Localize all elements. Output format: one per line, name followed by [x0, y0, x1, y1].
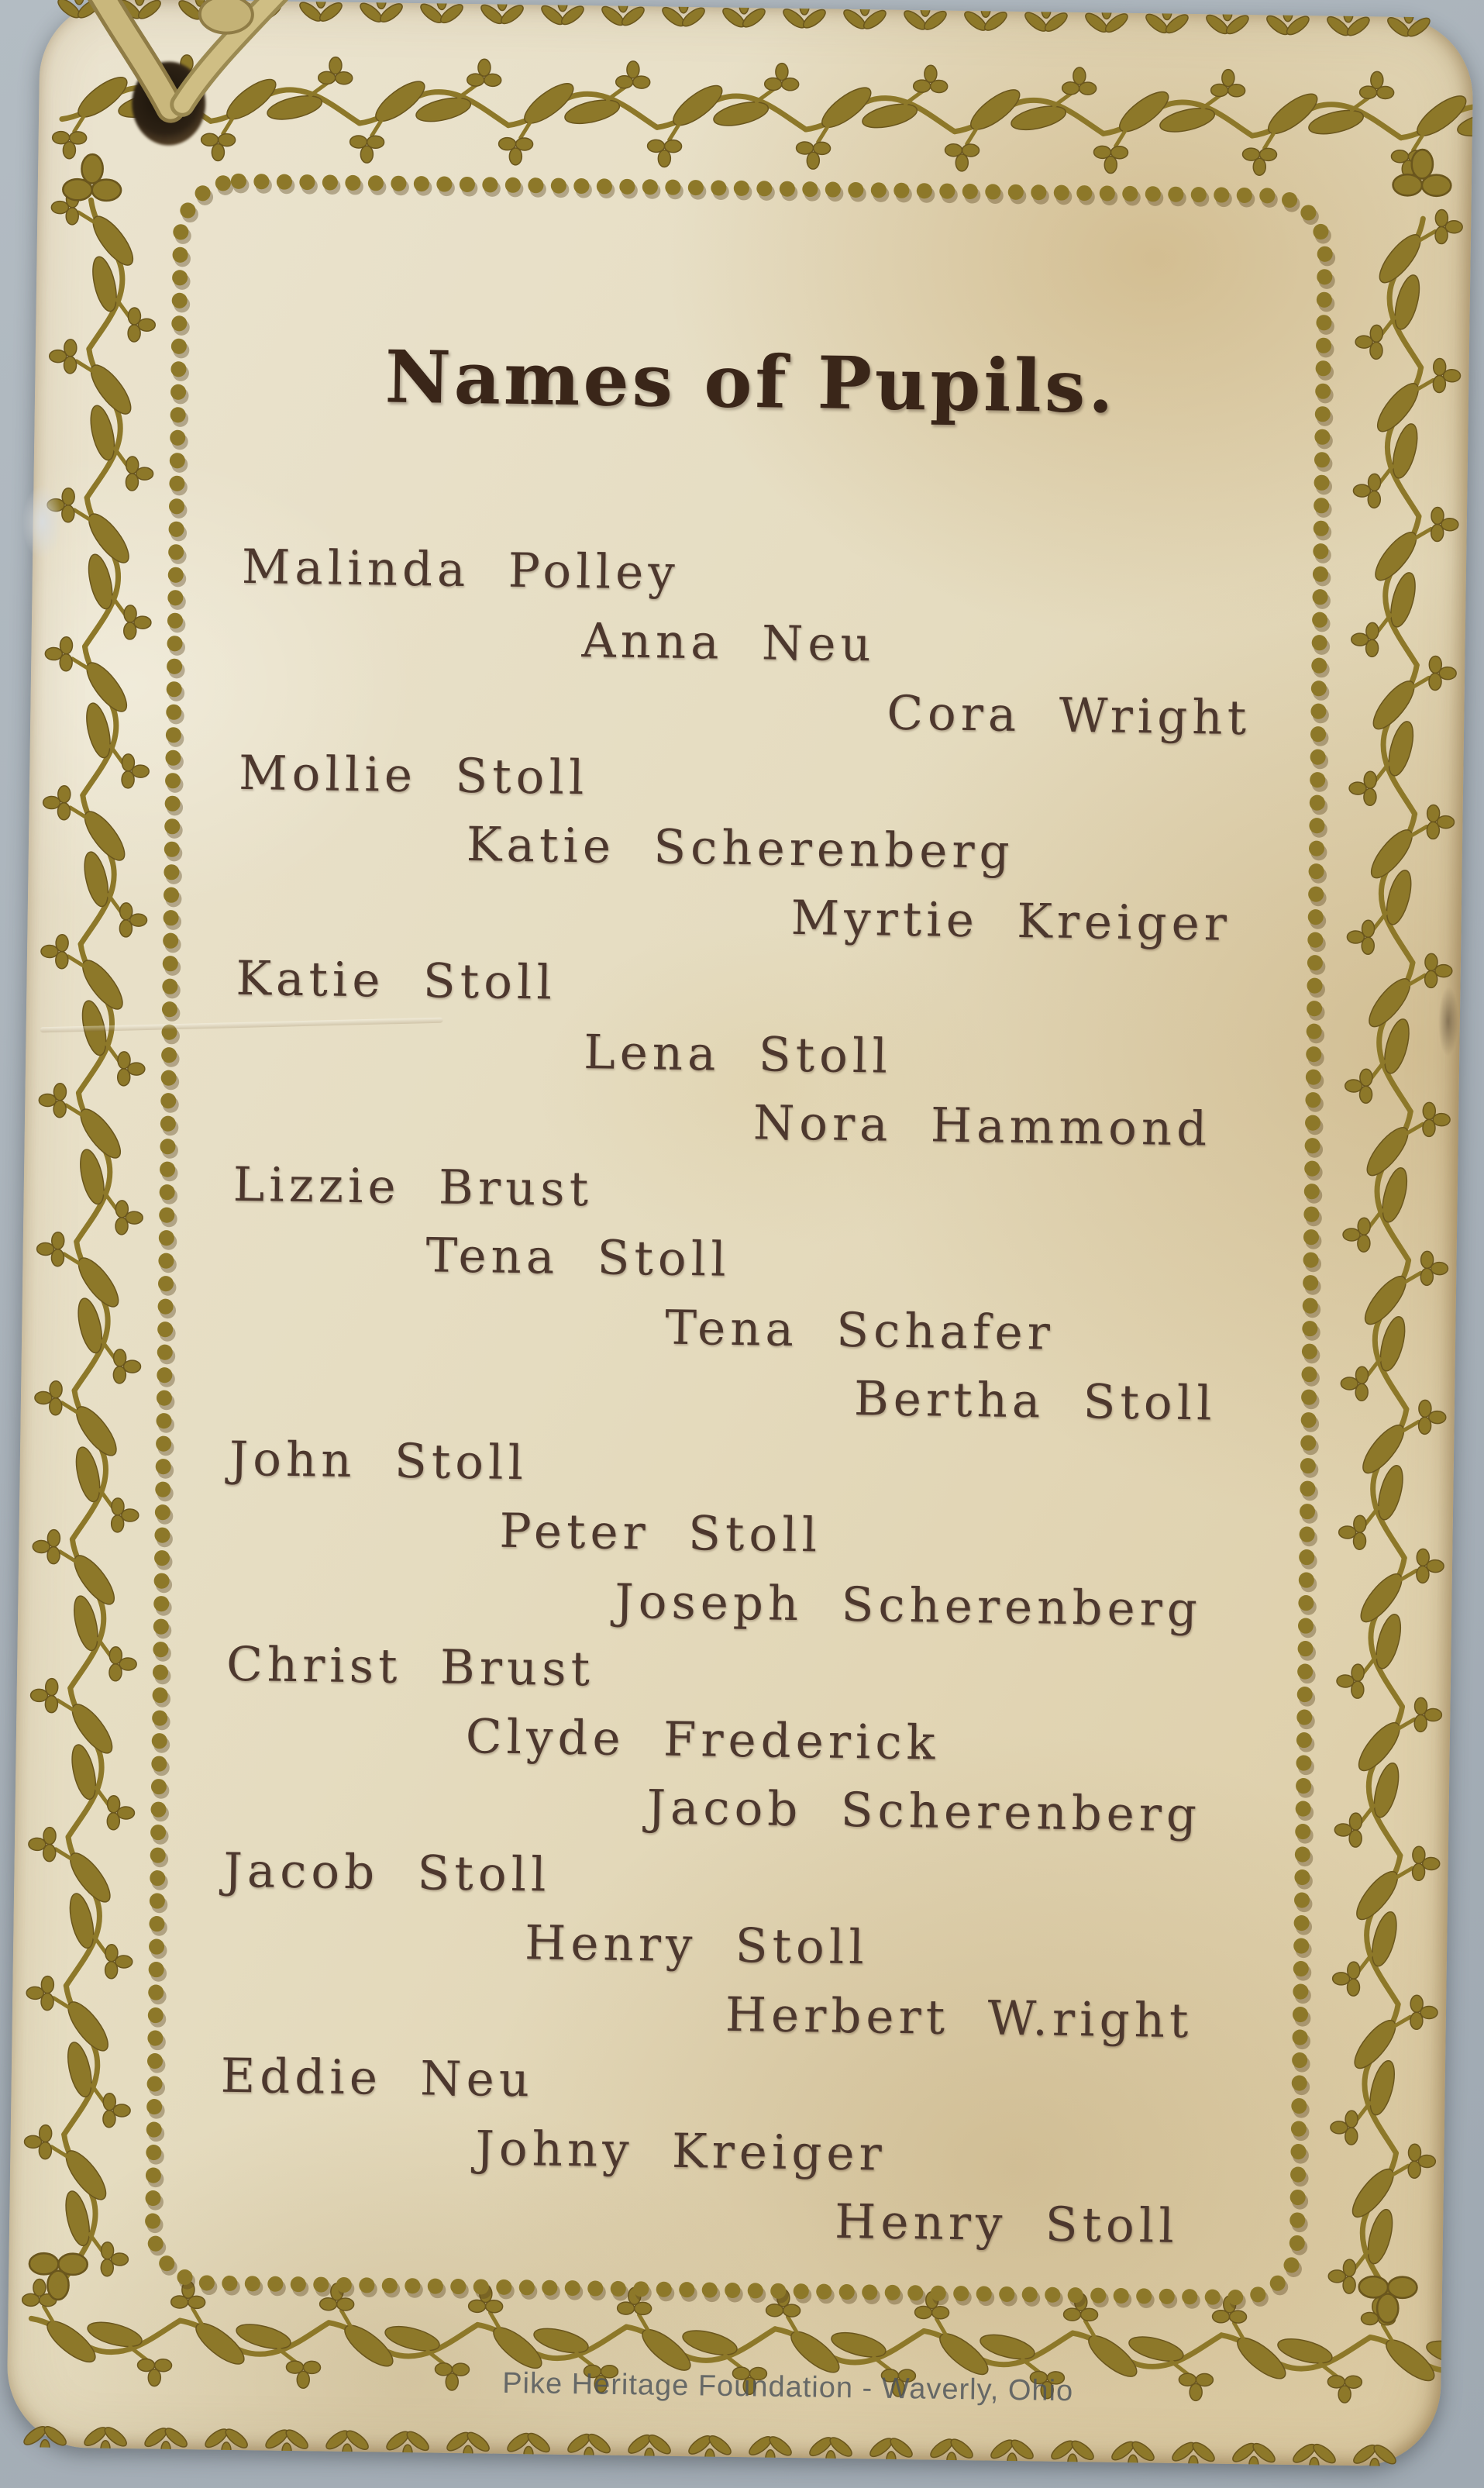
pupil-name: Lizzie Brust	[232, 1156, 594, 1218]
pupil-name: Clyde Frederick	[465, 1709, 941, 1771]
pupil-name: Mollie Stoll	[238, 745, 589, 806]
pupil-list	[218, 539, 1342, 2276]
vine-motif	[26, 1827, 134, 1987]
pupil-name: Nora Hammond	[752, 1095, 1212, 1157]
vine-motif	[1203, 3, 1252, 37]
vine-motif	[25, 1976, 133, 2135]
vine-motif	[1355, 208, 1463, 368]
pupil-name: Christ Brust	[226, 1636, 595, 1697]
vine-motif	[1334, 1697, 1442, 1856]
watermark: Pike Heritage Foundation - Waverly, Ohio	[501, 2366, 1074, 2408]
vine-motif	[444, 2429, 492, 2463]
souvenir-card	[6, 0, 1474, 2467]
pupil-name: Cora Wright	[886, 685, 1252, 746]
vine-motif	[1341, 1250, 1448, 1410]
pupil-name: Katie Stoll	[236, 950, 557, 1011]
vine-motif	[1264, 4, 1312, 38]
vine-motif	[746, 2433, 794, 2466]
vine-motif	[1331, 1994, 1438, 2154]
vine-motif	[780, 0, 828, 31]
vine-motif	[901, 0, 949, 33]
card-title: Names of Pupils.	[384, 334, 1117, 429]
vine-motif	[263, 2427, 311, 2461]
vine-motif	[1347, 804, 1455, 963]
pupil-name: Anna Neu	[581, 613, 876, 673]
vine-motif	[1385, 5, 1433, 40]
vine-motif	[1332, 1845, 1440, 2005]
vine-motif	[39, 934, 146, 1094]
vine-motif	[1345, 953, 1452, 1112]
pupil-name: Peter Stoll	[499, 1503, 822, 1563]
vine-motif	[599, 0, 647, 29]
pupil-name: Eddie Neu	[220, 2048, 535, 2108]
vine-motif	[478, 0, 526, 27]
vine-motif	[1143, 2, 1191, 36]
vine-motif	[41, 785, 149, 945]
vine-motif	[962, 0, 1010, 34]
pupil-name: Joseph Scherenberg	[614, 1573, 1203, 1638]
vine-motif	[686, 2432, 734, 2466]
vine-motif	[1337, 1548, 1444, 1707]
vine-motif	[1109, 2438, 1157, 2467]
vine-motif	[867, 2435, 915, 2466]
pupil-name: Malinda Polley	[241, 539, 680, 601]
pupil-name: Tena Stoll	[425, 1228, 732, 1287]
vine-motif	[1349, 655, 1457, 815]
vine-motif	[625, 2431, 673, 2466]
vine-motif	[21, 2423, 69, 2457]
vine-motif	[565, 2431, 613, 2465]
vine-motif	[81, 2424, 129, 2458]
vine-motif	[807, 2434, 855, 2466]
vine-motif	[928, 2436, 976, 2467]
vine-motif	[1324, 5, 1372, 39]
vine-motif	[647, 61, 807, 169]
pupil-name: Myrtie Kreiger	[790, 890, 1232, 952]
vine-motif	[796, 64, 955, 171]
vine-motif	[37, 1083, 145, 1242]
vine-motif	[498, 60, 658, 167]
vine-motif	[1242, 70, 1402, 177]
vine-motif	[1290, 2441, 1338, 2467]
vine-motif	[35, 1232, 143, 1391]
vine-motif	[720, 0, 768, 30]
pupil-name: Johny Kreiger	[474, 2121, 887, 2182]
vine-motif	[142, 2424, 190, 2459]
pupil-name: Herbert W.right	[725, 1987, 1193, 2049]
vine-motif	[1351, 2441, 1399, 2467]
vine-motif	[43, 636, 151, 796]
vine-motif	[1338, 1399, 1446, 1559]
vine-motif	[1022, 1, 1070, 35]
pupil-name: Henry Stoll	[834, 2193, 1179, 2255]
hanging-string	[37, 0, 443, 251]
vine-motif	[323, 2428, 371, 2462]
vine-motif	[384, 2428, 432, 2462]
vine-motif	[659, 0, 708, 29]
pupil-name: Henry Stoll	[524, 1915, 869, 1976]
vine-motif	[202, 2425, 250, 2459]
vine-motif	[1343, 1101, 1451, 1261]
pupil-name: Katie Scherenberg	[466, 817, 1015, 880]
vine-motif	[1351, 506, 1458, 666]
vine-motif	[47, 339, 155, 498]
vine-motif	[504, 2430, 553, 2464]
pupil-name: Bertha Stoll	[853, 1371, 1217, 1432]
vine-motif	[1048, 2438, 1097, 2467]
vine-motif	[31, 1529, 139, 1689]
vine-motif	[1083, 2, 1131, 36]
vine-motif	[841, 0, 889, 33]
vine-motif	[33, 1380, 140, 1540]
pupil-name: John Stoll	[229, 1431, 529, 1491]
vine-motif	[945, 66, 1104, 174]
vine-motif	[539, 0, 587, 28]
vine-motif	[1093, 67, 1253, 175]
pupil-name: Jacob Scherenberg	[646, 1780, 1202, 1843]
pupil-name: Tena Schafer	[664, 1300, 1055, 1361]
vine-motif	[988, 2437, 1036, 2467]
pupil-name: Lena Stoll	[583, 1025, 893, 1084]
vine-motif	[1169, 2439, 1217, 2467]
vine-motif	[1230, 2440, 1278, 2467]
pupil-name: Jacob Stoll	[222, 1842, 552, 1903]
vine-motif	[29, 1678, 136, 1838]
vine-motif	[1353, 357, 1461, 517]
